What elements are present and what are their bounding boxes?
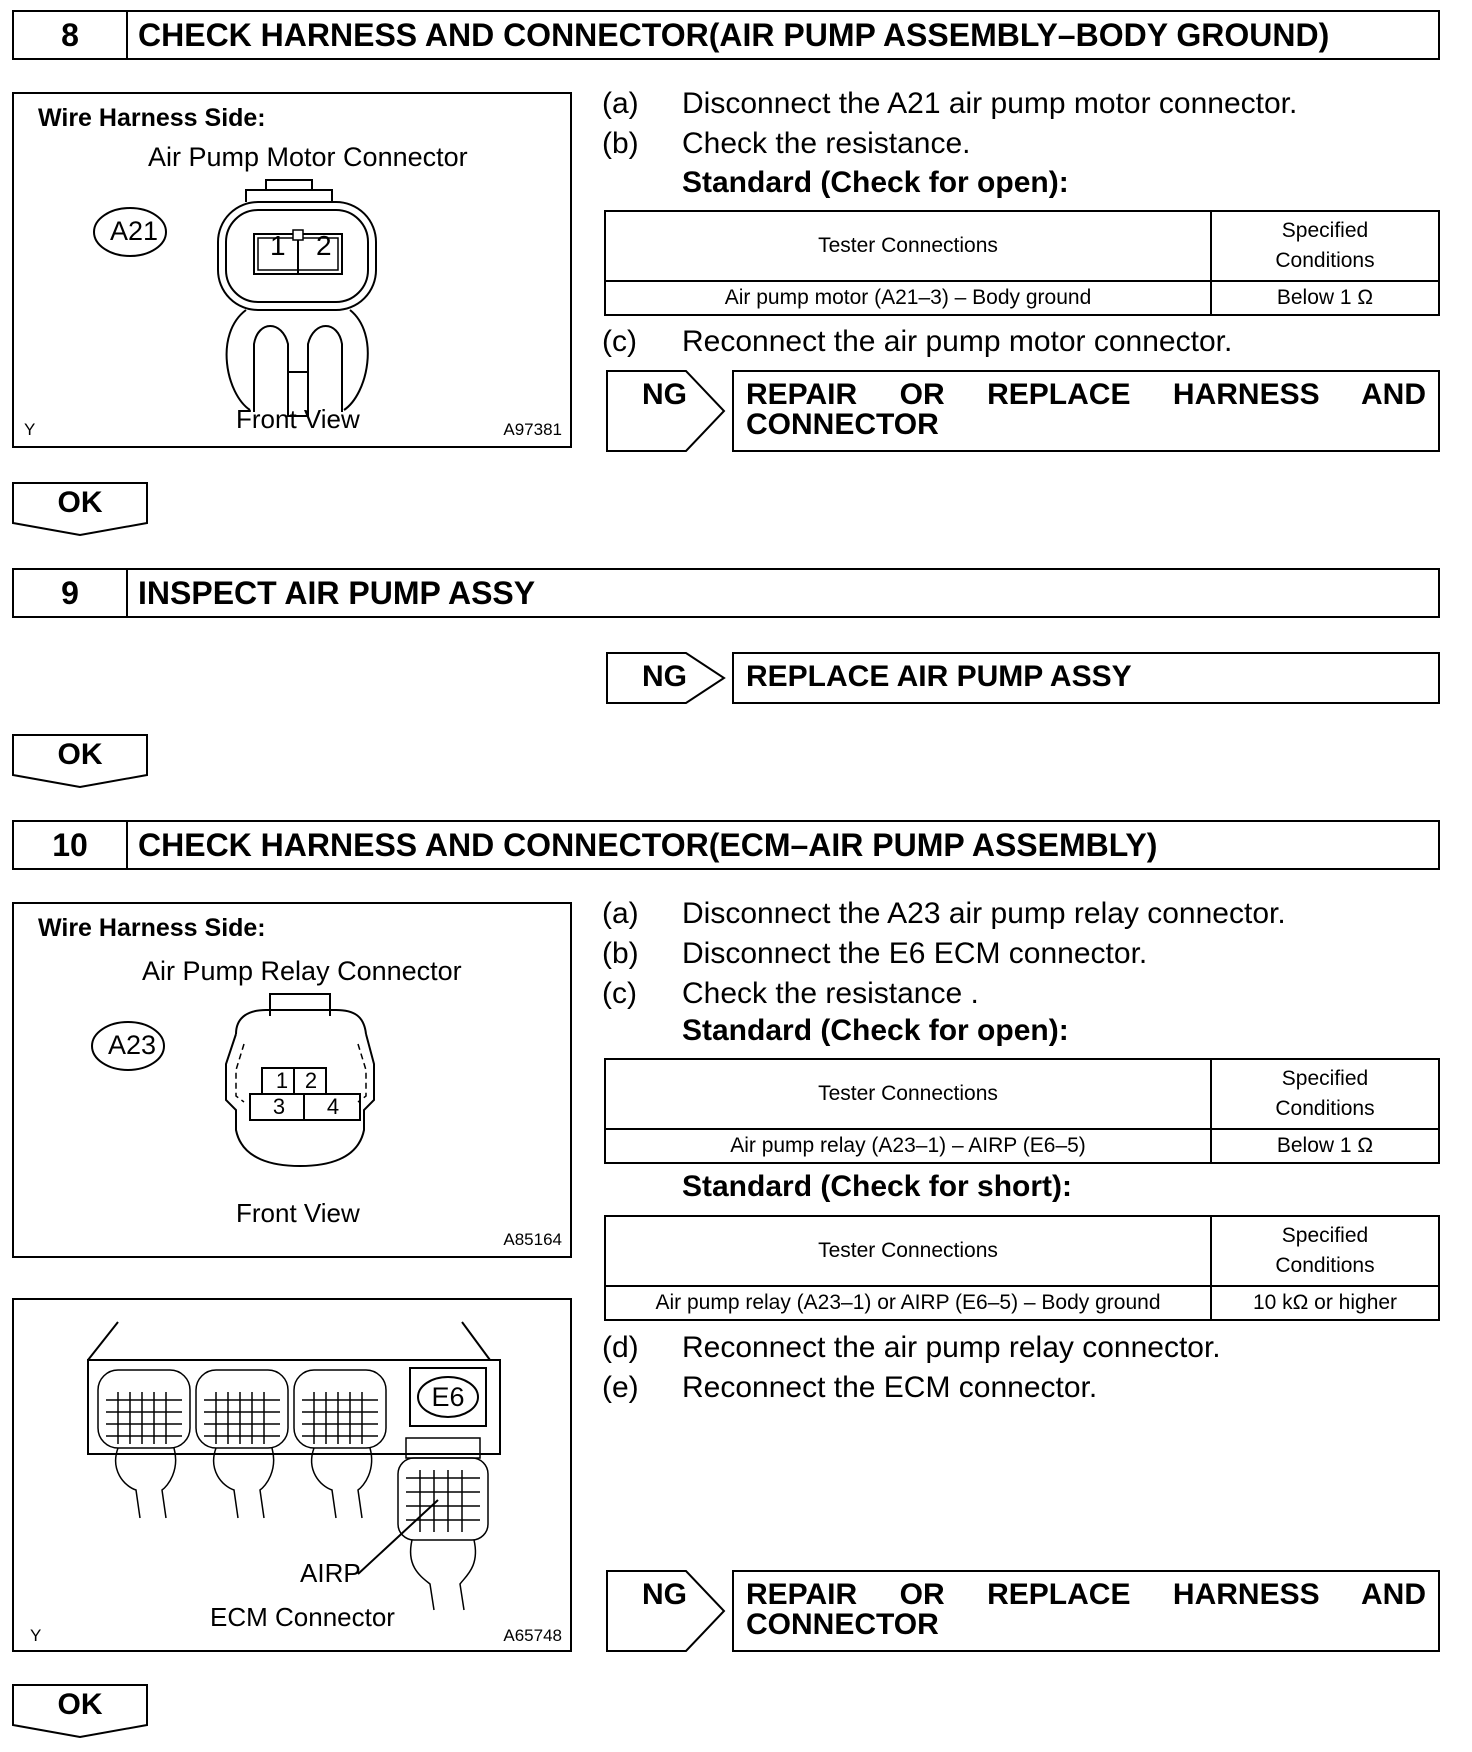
figure-view-label: Front View	[236, 1198, 360, 1228]
ng-label: NG	[642, 660, 687, 693]
header-specified-conditions	[1211, 211, 1439, 281]
figure-view-label: Front View	[236, 404, 360, 434]
figure-code: A65748	[503, 1626, 562, 1645]
header-tester-connections: Tester Connections	[605, 1059, 1211, 1129]
step-number: 10	[14, 822, 128, 868]
instruction-text: Reconnect the air pump relay connector.	[682, 1331, 1221, 1364]
connector-id-a23: A23	[108, 1030, 157, 1060]
header-tester-connections: Tester Connections	[605, 211, 1211, 281]
pin-2: 2	[304, 1068, 318, 1093]
instruction-text: Disconnect the A21 air pump motor connector.	[682, 87, 1298, 120]
ng-label: NG	[642, 1578, 687, 1611]
instruction-label: (a)	[602, 87, 639, 120]
step-10-header	[12, 820, 1440, 870]
step-title: CHECK HARNESS AND CONNECTOR(ECM–AIR PUMP ASSEMBLY)	[138, 827, 1158, 863]
figure-subtitle: Air Pump Relay Connector	[142, 956, 462, 986]
header-specified-conditions	[1211, 1059, 1439, 1129]
air-pump-motor-connector-figure	[12, 92, 572, 448]
instruction-text: Reconnect the air pump motor connector.	[682, 325, 1233, 358]
instruction-text: Disconnect the E6 ECM connector.	[682, 937, 1148, 970]
ng-result-block	[606, 1570, 1440, 1652]
figure-corner-mark: Y	[24, 420, 36, 439]
standard-short-label: Standard (Check for short):	[682, 1170, 1073, 1203]
step-number: 9	[14, 570, 128, 616]
ng-action-box: REPLACE AIR PUMP ASSY	[732, 652, 1440, 704]
figure-subtitle: Air Pump Motor Connector	[148, 142, 468, 172]
instruction-label: (d)	[602, 1331, 639, 1364]
instruction-text: Reconnect the ECM connector.	[682, 1371, 1098, 1404]
standard-label: Standard (Check for open):	[682, 166, 1069, 199]
ng-action-line-2: CONNECTOR	[746, 408, 939, 441]
figure-code: A97381	[503, 420, 562, 439]
pin-2: 2	[316, 230, 332, 261]
instruction-label: (c)	[602, 977, 637, 1010]
ng-action-box	[732, 1570, 1440, 1652]
spec-table-open	[604, 1058, 1440, 1164]
header-spec-line-1: Specified	[1281, 1067, 1369, 1090]
ng-action-box	[732, 370, 1440, 452]
table-cell-spec: 10 kΩ or higher	[1211, 1286, 1439, 1320]
ok-label: OK	[57, 486, 103, 519]
step-title: CHECK HARNESS AND CONNECTOR(AIR PUMP ASSEMBLY–BODY GROUND)	[138, 17, 1330, 53]
ok-result-block	[12, 482, 148, 536]
ok-result-block	[12, 1684, 148, 1738]
ok-label: OK	[57, 1688, 103, 1721]
header-specified-conditions	[1211, 1216, 1439, 1286]
air-pump-motor-connector-drawing	[14, 94, 570, 446]
header-spec-line-2: Conditions	[1275, 249, 1375, 272]
instruction-label: (e)	[602, 1371, 639, 1404]
spec-table-short	[604, 1215, 1440, 1321]
instruction-label: (c)	[602, 325, 637, 358]
figure-code: A85164	[503, 1230, 562, 1249]
ok-result-block	[12, 734, 148, 788]
ng-action-line-2: CONNECTOR	[746, 1608, 939, 1641]
air-pump-relay-connector-figure	[12, 902, 572, 1258]
header-tester-connections: Tester Connections	[605, 1216, 1211, 1286]
table-cell-spec: Below 1 Ω	[1211, 1129, 1439, 1163]
pin-1: 1	[270, 230, 286, 261]
pin-1: 1	[275, 1068, 289, 1093]
ng-result-block	[606, 652, 1440, 704]
airp-pointer-label: AIRP	[300, 1558, 361, 1588]
table-cell-spec: Below 1 Ω	[1211, 281, 1439, 315]
header-spec-line-2: Conditions	[1275, 1097, 1375, 1120]
header-spec-line-1: Specified	[1281, 219, 1369, 242]
figure-heading: Wire Harness Side:	[38, 914, 266, 942]
table-cell-connection: Air pump relay (A23–1) – AIRP (E6–5)	[605, 1129, 1211, 1163]
connector-id-e6: E6	[431, 1382, 465, 1412]
ng-label: NG	[642, 378, 687, 411]
ecm-connector-drawing	[14, 1300, 570, 1650]
instruction-label: (b)	[602, 937, 639, 970]
figure-corner-mark: Y	[30, 1626, 42, 1645]
instruction-label: (a)	[602, 897, 639, 930]
spec-table	[604, 210, 1440, 316]
pin-3: 3	[272, 1094, 286, 1119]
ng-result-block	[606, 370, 1440, 452]
instruction-text: Disconnect the A23 air pump relay connector.	[682, 897, 1286, 930]
figure-caption: ECM Connector	[210, 1602, 395, 1632]
table-cell-connection: Air pump motor (A21–3) – Body ground	[605, 281, 1211, 315]
step-8-header	[12, 10, 1440, 60]
pin-4: 4	[326, 1094, 340, 1119]
header-spec-line-2: Conditions	[1275, 1254, 1375, 1277]
step-title: INSPECT AIR PUMP ASSY	[138, 575, 536, 611]
ng-action-line-1: REPAIR OR REPLACE HARNESS AND	[746, 1578, 1426, 1611]
step-number: 8	[14, 12, 128, 58]
ecm-connector-figure	[12, 1298, 572, 1652]
instruction-text: Check the resistance.	[682, 127, 971, 160]
connector-id-a21: A21	[110, 216, 159, 246]
ng-action-line-1: REPAIR OR REPLACE HARNESS AND	[746, 378, 1426, 411]
instruction-label: (b)	[602, 127, 639, 160]
figure-heading: Wire Harness Side:	[38, 104, 266, 132]
ok-label: OK	[57, 738, 103, 771]
instruction-text: Check the resistance .	[682, 977, 979, 1010]
standard-open-label: Standard (Check for open):	[682, 1014, 1069, 1047]
step-9-header	[12, 568, 1440, 618]
header-spec-line-1: Specified	[1281, 1224, 1369, 1247]
table-cell-connection: Air pump relay (A23–1) or AIRP (E6–5) – Body ground	[605, 1286, 1211, 1320]
